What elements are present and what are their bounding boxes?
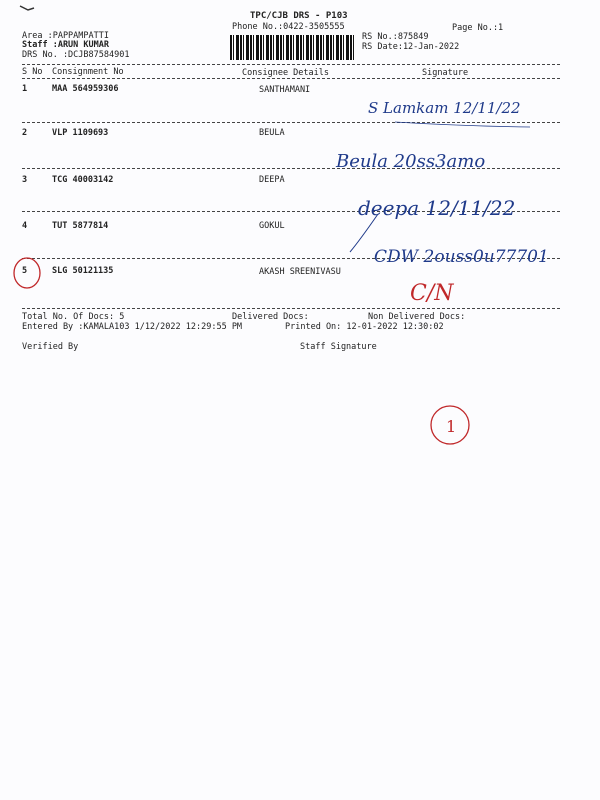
row-consignee: AKASH SREENIVASU — [259, 267, 341, 277]
row-sno: 2 — [22, 128, 28, 138]
col-header-consignee: Consignee Details — [242, 68, 329, 78]
row-consignee: SANTHAMANI — [259, 85, 311, 95]
col-header-consignment: Consignment No — [52, 67, 124, 77]
row-consignment: TCG 40003142 — [52, 175, 114, 185]
non-delivered-docs: Non Delivered Docs: — [368, 312, 466, 322]
printed-on: Printed On: 12-01-2022 12:30:02 — [285, 322, 444, 332]
row-consignee: DEEPA — [259, 175, 285, 185]
row-consignment: SLG 50121135 — [52, 266, 114, 276]
entered-by: Entered By :KAMALA103 1/12/2022 12:29:55 PM — [22, 322, 243, 332]
staff-signature-label: Staff Signature — [300, 342, 377, 352]
row-sno: 4 — [22, 221, 28, 231]
rs-number: RS No.:875849 — [362, 32, 429, 42]
drs-number: DRS No. :DCJB87584901 — [22, 50, 130, 60]
staff-label: Staff :ARUN KUMAR — [22, 40, 109, 50]
row-consignee: GOKUL — [259, 221, 285, 231]
col-header-sno: S No — [22, 67, 43, 77]
margin-mark — [20, 6, 34, 10]
rs-date: RS Date:12-Jan-2022 — [362, 42, 460, 52]
handwritten-signature-4: CDW 2ouss0u77701 — [374, 247, 549, 267]
handwritten-signature-2: Beula 20ss3amo — [336, 151, 486, 172]
phone-number: Phone No.:0422-3505555 — [232, 22, 345, 32]
row-consignment: VLP 1109693 — [52, 128, 109, 138]
report-title: TPC/CJB DRS - P103 — [250, 11, 348, 21]
handwritten-signature-1: S Lamkam 12/11/22 — [368, 99, 521, 117]
row-sno: 5 — [22, 266, 28, 276]
row-consignee: BEULA — [259, 128, 285, 138]
row-consignment: MAA 564959306 — [52, 84, 119, 94]
handwritten-cn-mark: C/N — [410, 281, 454, 306]
row-sno: 3 — [22, 175, 28, 185]
delivered-docs: Delivered Docs: — [232, 312, 309, 322]
col-header-signature: Signature — [422, 68, 469, 78]
total-docs: Total No. Of Docs: 5 — [22, 312, 125, 322]
red-circle-mark — [14, 258, 40, 288]
row-consignment: TUT 5877814 — [52, 221, 109, 231]
verified-by: Verified By — [22, 342, 79, 352]
handwritten-signature-3: deepa 12/11/22 — [358, 196, 516, 220]
red-circle-stamp-text: 1 — [446, 417, 457, 436]
page-number: Page No.:1 — [452, 23, 504, 33]
row-sno: 1 — [22, 84, 28, 94]
area-label: Area :PAPPAMPATTI — [22, 31, 109, 41]
